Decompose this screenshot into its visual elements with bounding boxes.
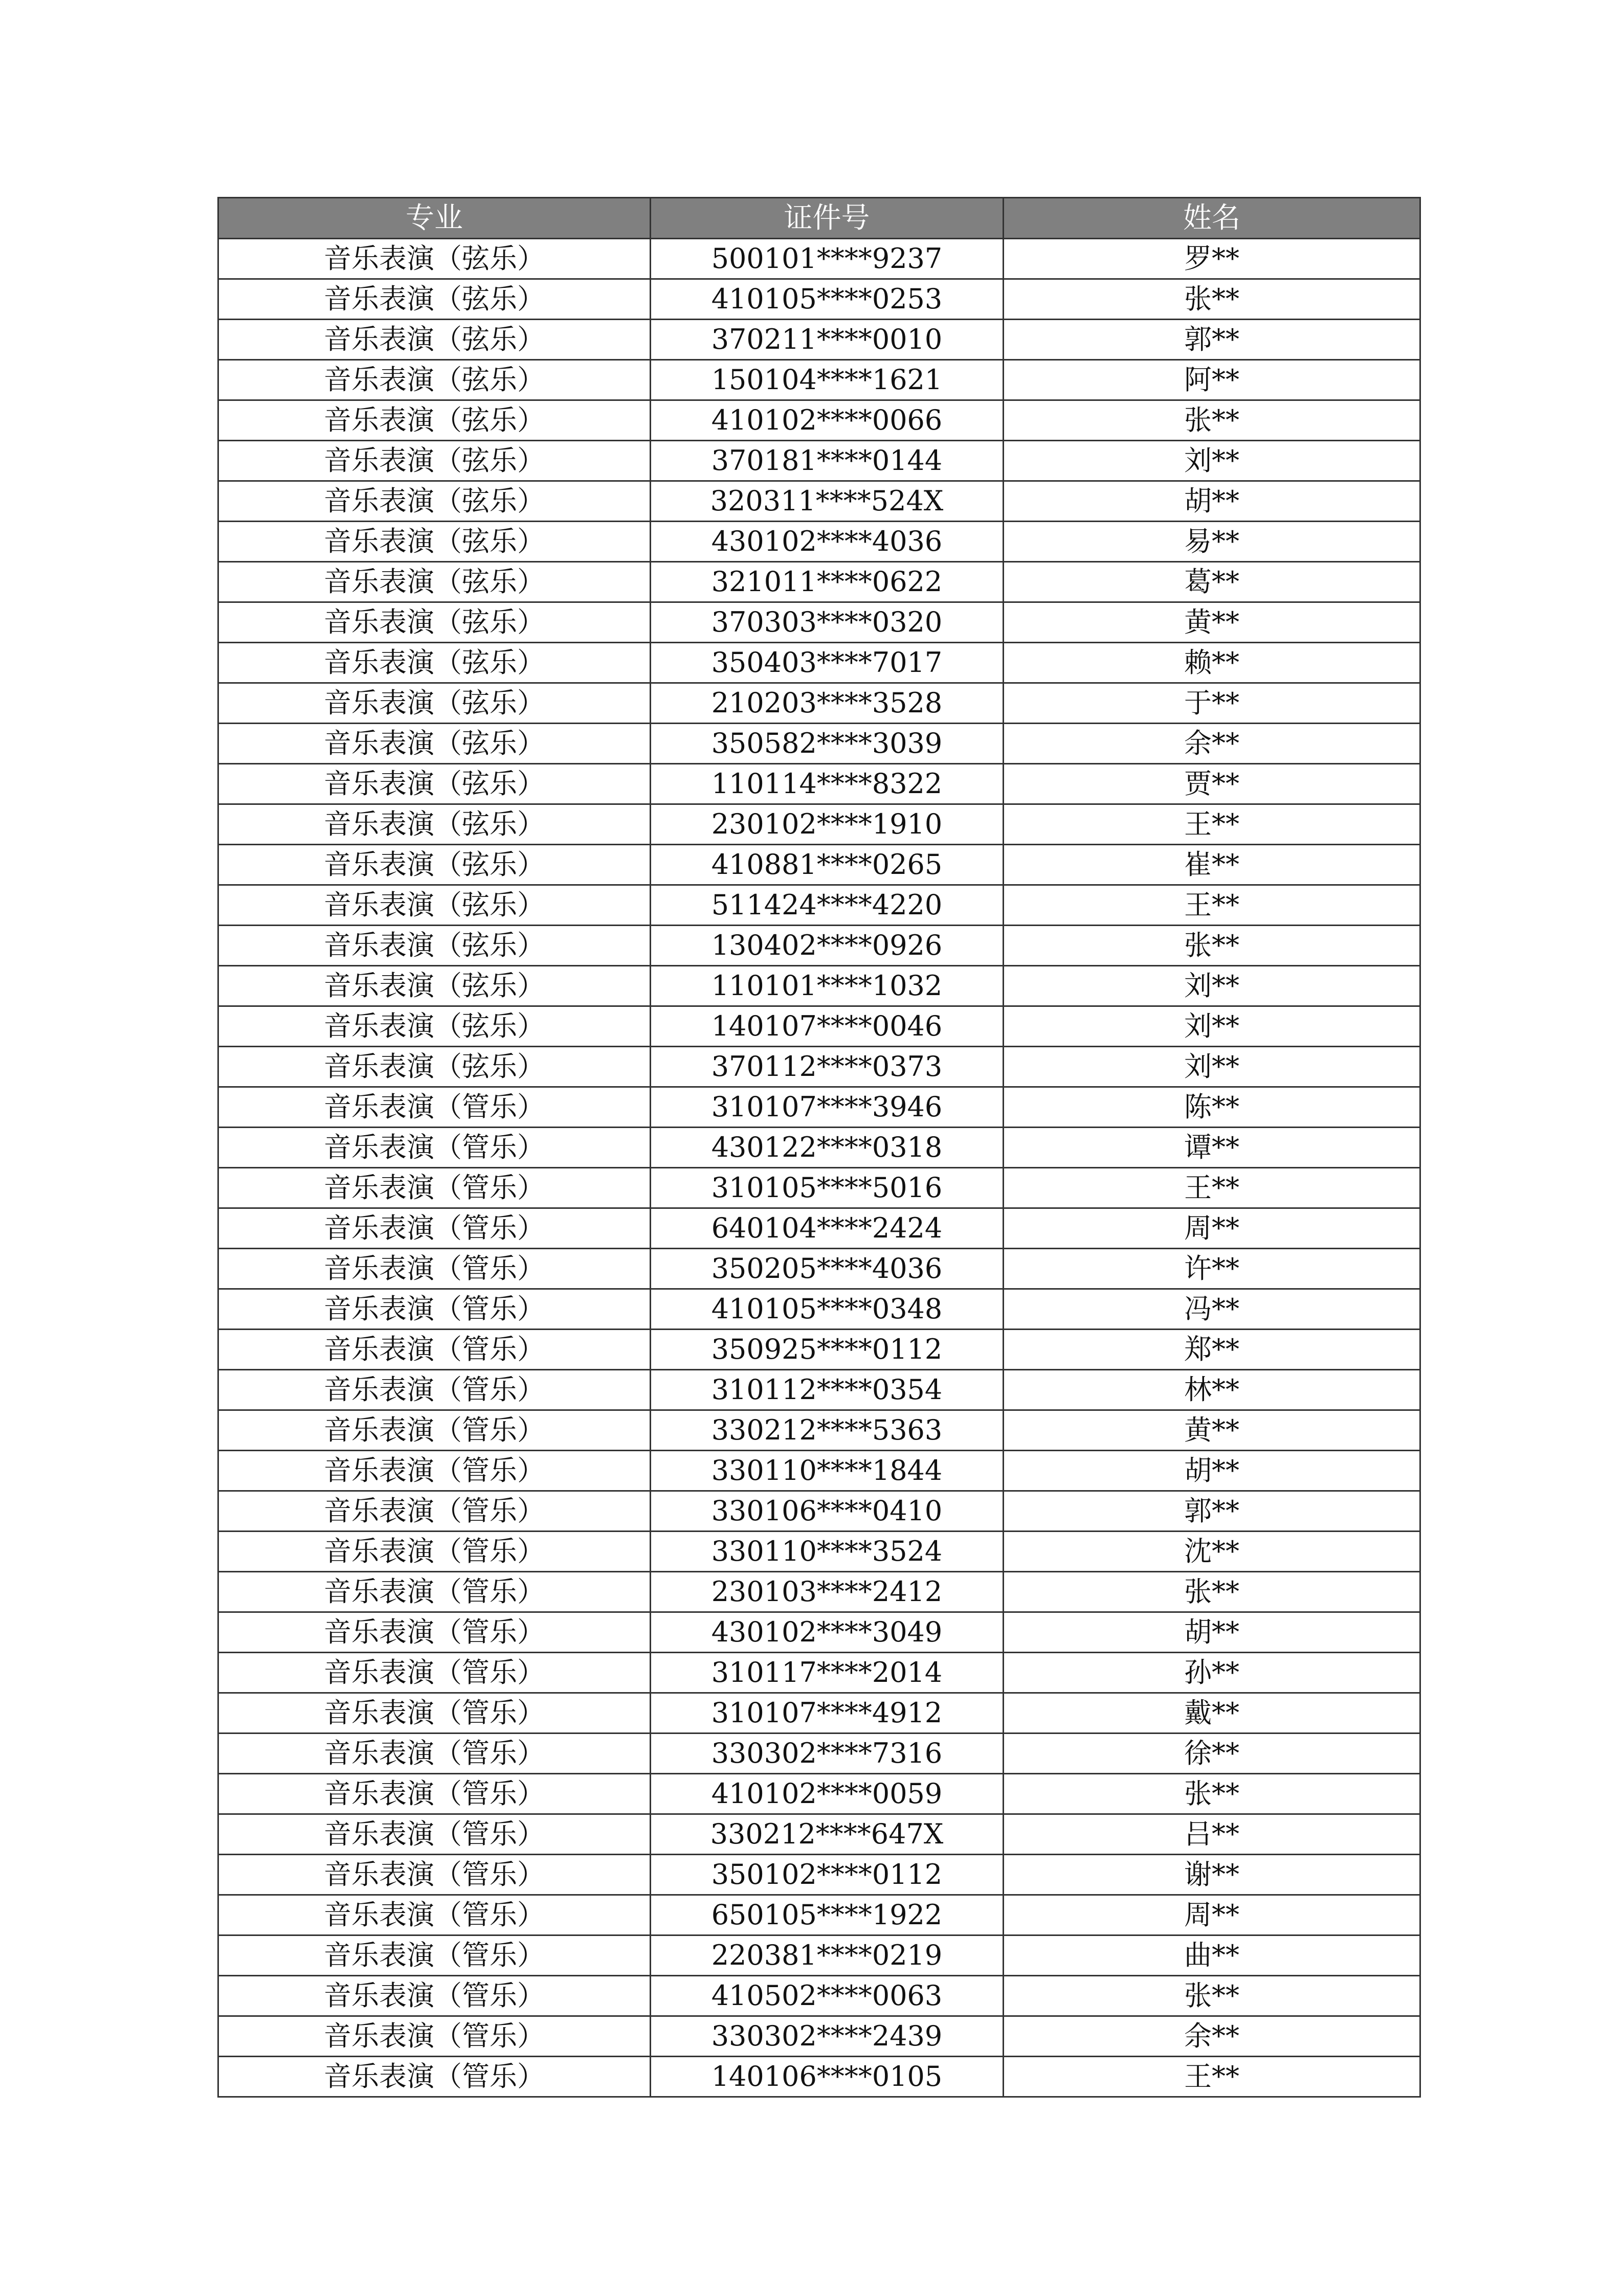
- table-row: [218, 2016, 1420, 2057]
- cell-major: 音乐表演（弦乐）: [218, 1006, 651, 1047]
- cell-id-number: 370181****0144: [651, 441, 1004, 481]
- cell-id-number: 110101****1032: [651, 966, 1004, 1006]
- cell-major: 音乐表演（管乐）: [218, 1976, 651, 2016]
- cell-major: 音乐表演（管乐）: [218, 1935, 651, 1976]
- cell-name: 王**: [1004, 1168, 1420, 1208]
- table-row: [218, 804, 1420, 845]
- roster-table: [217, 197, 1421, 2098]
- cell-id-number: 310117****2014: [651, 1653, 1004, 1693]
- table-row: [218, 1895, 1420, 1935]
- cell-name: 贾**: [1004, 764, 1420, 804]
- header-name: 姓名: [1004, 198, 1420, 239]
- cell-id-number: 410105****0348: [651, 1289, 1004, 1330]
- cell-id-number: 330302****7316: [651, 1734, 1004, 1774]
- cell-id-number: 330110****3524: [651, 1532, 1004, 1572]
- cell-id-number: 430122****0318: [651, 1128, 1004, 1168]
- cell-name: 阿**: [1004, 360, 1420, 400]
- header-id-number: 证件号: [651, 198, 1004, 239]
- cell-major: 音乐表演（管乐）: [218, 1087, 651, 1128]
- cell-name: 周**: [1004, 1208, 1420, 1249]
- table-row: [218, 1410, 1420, 1451]
- cell-major: 音乐表演（弦乐）: [218, 562, 651, 602]
- cell-id-number: 430102****4036: [651, 522, 1004, 562]
- table-row: [218, 441, 1420, 481]
- cell-name: 于**: [1004, 683, 1420, 724]
- table-row: [218, 360, 1420, 400]
- cell-name: 崔**: [1004, 845, 1420, 885]
- table-row: [218, 1370, 1420, 1410]
- table-row: [218, 602, 1420, 643]
- table-row: [218, 1289, 1420, 1330]
- cell-id-number: 140107****0046: [651, 1006, 1004, 1047]
- cell-major: 音乐表演（管乐）: [218, 1128, 651, 1168]
- cell-major: 音乐表演（管乐）: [218, 1410, 651, 1451]
- cell-id-number: 500101****9237: [651, 239, 1004, 279]
- table-row: [218, 845, 1420, 885]
- cell-name: 黄**: [1004, 602, 1420, 643]
- cell-id-number: 650105****1922: [651, 1895, 1004, 1935]
- cell-name: 张**: [1004, 1774, 1420, 1814]
- table-row: [218, 926, 1420, 966]
- cell-major: 音乐表演（管乐）: [218, 1370, 651, 1410]
- cell-major: 音乐表演（管乐）: [218, 1249, 651, 1289]
- cell-id-number: 330302****2439: [651, 2016, 1004, 2057]
- table-row: [218, 1168, 1420, 1208]
- cell-id-number: 330110****1844: [651, 1451, 1004, 1491]
- table-row: [218, 1693, 1420, 1734]
- cell-name: 谢**: [1004, 1855, 1420, 1895]
- cell-major: 音乐表演（弦乐）: [218, 1047, 651, 1087]
- cell-major: 音乐表演（管乐）: [218, 1289, 651, 1330]
- cell-major: 音乐表演（管乐）: [218, 1491, 651, 1532]
- cell-name: 林**: [1004, 1370, 1420, 1410]
- cell-id-number: 350102****0112: [651, 1855, 1004, 1895]
- cell-id-number: 330106****0410: [651, 1491, 1004, 1532]
- cell-id-number: 310107****4912: [651, 1693, 1004, 1734]
- table-row: [218, 1976, 1420, 2016]
- table-row: [218, 481, 1420, 522]
- cell-major: 音乐表演（弦乐）: [218, 481, 651, 522]
- table-row: [218, 1774, 1420, 1814]
- cell-major: 音乐表演（弦乐）: [218, 764, 651, 804]
- cell-id-number: 410102****0066: [651, 400, 1004, 441]
- cell-name: 王**: [1004, 2057, 1420, 2097]
- cell-name: 孙**: [1004, 1653, 1420, 1693]
- cell-major: 音乐表演（管乐）: [218, 1168, 651, 1208]
- cell-id-number: 150104****1621: [651, 360, 1004, 400]
- cell-id-number: 130402****0926: [651, 926, 1004, 966]
- table-row: [218, 2057, 1420, 2097]
- cell-major: 音乐表演（管乐）: [218, 1330, 651, 1370]
- cell-name: 余**: [1004, 2016, 1420, 2057]
- cell-major: 音乐表演（管乐）: [218, 1612, 651, 1653]
- cell-major: 音乐表演（弦乐）: [218, 239, 651, 279]
- table-row: [218, 1047, 1420, 1087]
- table-row: [218, 400, 1420, 441]
- cell-id-number: 220381****0219: [651, 1935, 1004, 1976]
- table-row: [218, 1128, 1420, 1168]
- table-row: [218, 885, 1420, 926]
- cell-major: 音乐表演（弦乐）: [218, 279, 651, 320]
- cell-id-number: 410105****0253: [651, 279, 1004, 320]
- cell-major: 音乐表演（管乐）: [218, 1693, 651, 1734]
- table-row: [218, 320, 1420, 360]
- cell-id-number: 350205****4036: [651, 1249, 1004, 1289]
- cell-id-number: 370112****0373: [651, 1047, 1004, 1087]
- table-row: [218, 1612, 1420, 1653]
- table-row: [218, 764, 1420, 804]
- cell-major: 音乐表演（弦乐）: [218, 400, 651, 441]
- cell-id-number: 330212****647X: [651, 1814, 1004, 1855]
- table-row: [218, 1451, 1420, 1491]
- cell-major: 音乐表演（管乐）: [218, 2016, 651, 2057]
- cell-name: 黄**: [1004, 1410, 1420, 1451]
- cell-major: 音乐表演（弦乐）: [218, 320, 651, 360]
- table-row: [218, 1935, 1420, 1976]
- cell-major: 音乐表演（管乐）: [218, 1208, 651, 1249]
- cell-major: 音乐表演（弦乐）: [218, 360, 651, 400]
- cell-name: 张**: [1004, 279, 1420, 320]
- table-row: [218, 279, 1420, 320]
- cell-name: 易**: [1004, 522, 1420, 562]
- table-row: [218, 1532, 1420, 1572]
- cell-name: 许**: [1004, 1249, 1420, 1289]
- cell-major: 音乐表演（弦乐）: [218, 724, 651, 764]
- cell-id-number: 370303****0320: [651, 602, 1004, 643]
- cell-id-number: 230103****2412: [651, 1572, 1004, 1612]
- table-body: [218, 239, 1420, 2097]
- cell-name: 曲**: [1004, 1935, 1420, 1976]
- header-major: 专业: [218, 198, 651, 239]
- table-row: [218, 1491, 1420, 1532]
- cell-name: 周**: [1004, 1895, 1420, 1935]
- cell-id-number: 321011****0622: [651, 562, 1004, 602]
- cell-name: 刘**: [1004, 1006, 1420, 1047]
- cell-name: 胡**: [1004, 481, 1420, 522]
- cell-name: 郑**: [1004, 1330, 1420, 1370]
- cell-major: 音乐表演（管乐）: [218, 1572, 651, 1612]
- table-row: [218, 1855, 1420, 1895]
- cell-name: 赖**: [1004, 643, 1420, 683]
- cell-name: 沈**: [1004, 1532, 1420, 1572]
- cell-major: 音乐表演（弦乐）: [218, 683, 651, 724]
- cell-major: 音乐表演（弦乐）: [218, 643, 651, 683]
- cell-name: 王**: [1004, 885, 1420, 926]
- cell-name: 谭**: [1004, 1128, 1420, 1168]
- cell-name: 余**: [1004, 724, 1420, 764]
- table-row: [218, 1087, 1420, 1128]
- cell-name: 葛**: [1004, 562, 1420, 602]
- cell-major: 音乐表演（弦乐）: [218, 804, 651, 845]
- cell-name: 陈**: [1004, 1087, 1420, 1128]
- cell-id-number: 310105****5016: [651, 1168, 1004, 1208]
- table-row: [218, 683, 1420, 724]
- cell-name: 胡**: [1004, 1451, 1420, 1491]
- cell-id-number: 230102****1910: [651, 804, 1004, 845]
- table-row: [218, 522, 1420, 562]
- cell-id-number: 430102****3049: [651, 1612, 1004, 1653]
- table-row: [218, 239, 1420, 279]
- table-row: [218, 1572, 1420, 1612]
- table-row: [218, 1249, 1420, 1289]
- cell-name: 吕**: [1004, 1814, 1420, 1855]
- cell-id-number: 110114****8322: [651, 764, 1004, 804]
- cell-major: 音乐表演（管乐）: [218, 1532, 651, 1572]
- cell-major: 音乐表演（弦乐）: [218, 441, 651, 481]
- cell-name: 徐**: [1004, 1734, 1420, 1774]
- cell-name: 王**: [1004, 804, 1420, 845]
- cell-name: 张**: [1004, 926, 1420, 966]
- header-row: [218, 198, 1420, 239]
- cell-name: 戴**: [1004, 1693, 1420, 1734]
- table-row: [218, 562, 1420, 602]
- cell-major: 音乐表演（弦乐）: [218, 885, 651, 926]
- cell-name: 冯**: [1004, 1289, 1420, 1330]
- table-row: [218, 966, 1420, 1006]
- cell-id-number: 410881****0265: [651, 845, 1004, 885]
- cell-id-number: 370211****0010: [651, 320, 1004, 360]
- cell-name: 张**: [1004, 1976, 1420, 2016]
- cell-id-number: 410502****0063: [651, 1976, 1004, 2016]
- table-row: [218, 643, 1420, 683]
- cell-id-number: 350925****0112: [651, 1330, 1004, 1370]
- cell-id-number: 350403****7017: [651, 643, 1004, 683]
- table-row: [218, 1653, 1420, 1693]
- cell-id-number: 410102****0059: [651, 1774, 1004, 1814]
- cell-id-number: 350582****3039: [651, 724, 1004, 764]
- cell-major: 音乐表演（管乐）: [218, 1855, 651, 1895]
- cell-name: 罗**: [1004, 239, 1420, 279]
- table-row: [218, 1208, 1420, 1249]
- cell-id-number: 140106****0105: [651, 2057, 1004, 2097]
- cell-id-number: 320311****524X: [651, 481, 1004, 522]
- cell-major: 音乐表演（管乐）: [218, 1895, 651, 1935]
- table-header: [218, 198, 1420, 239]
- table-row: [218, 1814, 1420, 1855]
- cell-id-number: 640104****2424: [651, 1208, 1004, 1249]
- cell-id-number: 511424****4220: [651, 885, 1004, 926]
- cell-name: 郭**: [1004, 320, 1420, 360]
- cell-name: 郭**: [1004, 1491, 1420, 1532]
- table-row: [218, 1006, 1420, 1047]
- table-row: [218, 1330, 1420, 1370]
- cell-major: 音乐表演（管乐）: [218, 1653, 651, 1693]
- cell-major: 音乐表演（管乐）: [218, 1734, 651, 1774]
- cell-major: 音乐表演（弦乐）: [218, 926, 651, 966]
- cell-major: 音乐表演（管乐）: [218, 1774, 651, 1814]
- cell-major: 音乐表演（管乐）: [218, 1814, 651, 1855]
- cell-major: 音乐表演（弦乐）: [218, 602, 651, 643]
- cell-major: 音乐表演（弦乐）: [218, 522, 651, 562]
- cell-major: 音乐表演（弦乐）: [218, 845, 651, 885]
- cell-major: 音乐表演（弦乐）: [218, 966, 651, 1006]
- table-row: [218, 724, 1420, 764]
- cell-id-number: 310112****0354: [651, 1370, 1004, 1410]
- cell-name: 刘**: [1004, 441, 1420, 481]
- cell-name: 胡**: [1004, 1612, 1420, 1653]
- cell-id-number: 210203****3528: [651, 683, 1004, 724]
- cell-name: 刘**: [1004, 966, 1420, 1006]
- cell-name: 张**: [1004, 1572, 1420, 1612]
- cell-id-number: 330212****5363: [651, 1410, 1004, 1451]
- cell-major: 音乐表演（管乐）: [218, 2057, 651, 2097]
- cell-name: 刘**: [1004, 1047, 1420, 1087]
- cell-id-number: 310107****3946: [651, 1087, 1004, 1128]
- cell-name: 张**: [1004, 400, 1420, 441]
- cell-major: 音乐表演（管乐）: [218, 1451, 651, 1491]
- table-row: [218, 1734, 1420, 1774]
